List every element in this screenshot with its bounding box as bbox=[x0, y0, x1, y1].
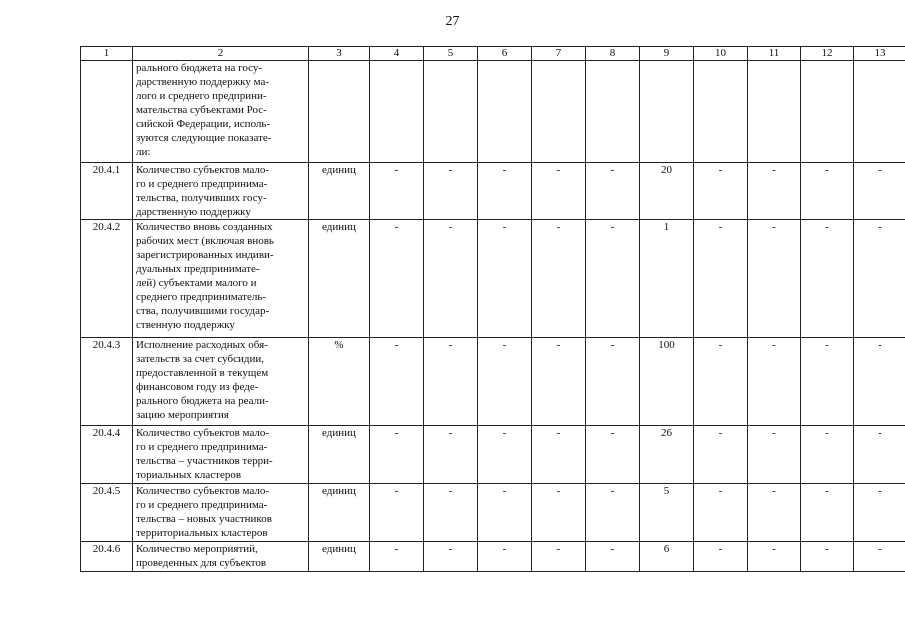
value-cell bbox=[640, 61, 694, 163]
indicator-name: рального бюджета на госу- дарственную поддержку ма- лого и среднего предприни- мательства субъектами Рос- сийской Федерации, исполь- зуются следующие показате- ли: bbox=[133, 61, 309, 163]
value-cell: - bbox=[801, 484, 854, 542]
column-header: 9 bbox=[640, 47, 694, 61]
row-code: 20.4.6 bbox=[81, 542, 133, 572]
value-cell: 100 bbox=[640, 338, 694, 426]
value-cell: 20 bbox=[640, 163, 694, 220]
unit-of-measure: % bbox=[309, 338, 370, 426]
value-cell: - bbox=[478, 163, 532, 220]
value-cell: - bbox=[370, 163, 424, 220]
value-cell: - bbox=[586, 338, 640, 426]
value-cell: - bbox=[694, 542, 748, 572]
value-cell bbox=[532, 61, 586, 163]
indicator-table bbox=[80, 46, 905, 572]
value-cell: - bbox=[801, 426, 854, 484]
value-cell: - bbox=[478, 338, 532, 426]
column-header: 5 bbox=[424, 47, 478, 61]
value-cell: - bbox=[801, 163, 854, 220]
value-cell bbox=[694, 61, 748, 163]
value-cell: - bbox=[370, 220, 424, 338]
column-header: 10 bbox=[694, 47, 748, 61]
value-cell: - bbox=[532, 484, 586, 542]
value-cell: - bbox=[694, 484, 748, 542]
column-header: 13 bbox=[854, 47, 905, 61]
value-cell: - bbox=[854, 220, 905, 338]
value-cell: - bbox=[801, 220, 854, 338]
unit-of-measure bbox=[309, 61, 370, 163]
indicator-name: Исполнение расходных обя- зательств за счет субсидии, предоставленной в текущем финансовом году из феде- рального бюджета на реали- зацию мероприятия bbox=[133, 338, 309, 426]
indicator-name: Количество вновь созданных рабочих мест (включая вновь зарегистрированных индиви- дуальных предпринимате- лей) субъектами малого и среднего предприниматель- ства, получившими государ- ственную поддержку bbox=[133, 220, 309, 338]
column-header: 11 bbox=[748, 47, 801, 61]
value-cell: - bbox=[586, 220, 640, 338]
value-cell: - bbox=[532, 542, 586, 572]
value-cell: 26 bbox=[640, 426, 694, 484]
unit-of-measure: единиц bbox=[309, 163, 370, 220]
value-cell: - bbox=[748, 338, 801, 426]
table-row bbox=[81, 484, 905, 542]
value-cell bbox=[370, 61, 424, 163]
value-cell: - bbox=[694, 338, 748, 426]
value-cell: - bbox=[586, 426, 640, 484]
value-cell: - bbox=[854, 484, 905, 542]
value-cell: - bbox=[748, 163, 801, 220]
value-cell: - bbox=[424, 163, 478, 220]
row-code: 20.4.2 bbox=[81, 220, 133, 338]
table-row bbox=[81, 338, 905, 426]
value-cell bbox=[478, 61, 532, 163]
value-cell: - bbox=[748, 484, 801, 542]
row-code: 20.4.4 bbox=[81, 426, 133, 484]
page-number: 27 bbox=[445, 14, 460, 29]
table-row bbox=[81, 542, 905, 572]
value-cell: 6 bbox=[640, 542, 694, 572]
column-header: 8 bbox=[586, 47, 640, 61]
value-cell bbox=[854, 61, 905, 163]
row-code bbox=[81, 61, 133, 163]
column-header: 12 bbox=[801, 47, 854, 61]
value-cell: 1 bbox=[640, 220, 694, 338]
value-cell: - bbox=[424, 426, 478, 484]
value-cell: - bbox=[748, 426, 801, 484]
value-cell: - bbox=[801, 338, 854, 426]
unit-of-measure: единиц bbox=[309, 220, 370, 338]
value-cell: - bbox=[532, 338, 586, 426]
column-header: 4 bbox=[370, 47, 424, 61]
value-cell: - bbox=[424, 220, 478, 338]
value-cell: - bbox=[478, 484, 532, 542]
value-cell: - bbox=[478, 220, 532, 338]
column-header: 6 bbox=[478, 47, 532, 61]
row-code: 20.4.1 bbox=[81, 163, 133, 220]
value-cell: - bbox=[478, 426, 532, 484]
value-cell: - bbox=[424, 542, 478, 572]
value-cell: - bbox=[532, 426, 586, 484]
value-cell: - bbox=[748, 220, 801, 338]
table-row bbox=[81, 220, 905, 338]
value-cell: - bbox=[532, 163, 586, 220]
value-cell: - bbox=[854, 426, 905, 484]
indicator-name: Количество мероприятий, проведенных для субъектов bbox=[133, 542, 309, 572]
unit-of-measure: единиц bbox=[309, 426, 370, 484]
value-cell: - bbox=[586, 484, 640, 542]
value-cell: - bbox=[586, 163, 640, 220]
value-cell: - bbox=[370, 338, 424, 426]
value-cell: - bbox=[424, 338, 478, 426]
value-cell: - bbox=[370, 426, 424, 484]
column-header: 7 bbox=[532, 47, 586, 61]
value-cell: - bbox=[854, 338, 905, 426]
value-cell bbox=[586, 61, 640, 163]
value-cell: - bbox=[586, 542, 640, 572]
column-header: 2 bbox=[133, 47, 309, 61]
value-cell: - bbox=[854, 163, 905, 220]
value-cell: - bbox=[532, 220, 586, 338]
value-cell bbox=[748, 61, 801, 163]
value-cell: - bbox=[801, 542, 854, 572]
value-cell: - bbox=[694, 220, 748, 338]
value-cell bbox=[424, 61, 478, 163]
value-cell: - bbox=[370, 484, 424, 542]
value-cell: - bbox=[694, 426, 748, 484]
value-cell: - bbox=[424, 484, 478, 542]
column-header: 3 bbox=[309, 47, 370, 61]
table-row bbox=[81, 426, 905, 484]
indicator-name: Количество субъектов мало- го и среднего предпринима- тельства – участников терри- ториальных кластеров bbox=[133, 426, 309, 484]
column-header: 1 bbox=[81, 47, 133, 61]
value-cell: 5 bbox=[640, 484, 694, 542]
table-row bbox=[81, 163, 905, 220]
table-row bbox=[81, 61, 905, 163]
unit-of-measure: единиц bbox=[309, 542, 370, 572]
indicator-name: Количество субъектов мало- го и среднего предпринима- тельства – новых участников территориальных кластеров bbox=[133, 484, 309, 542]
row-code: 20.4.5 bbox=[81, 484, 133, 542]
row-code: 20.4.3 bbox=[81, 338, 133, 426]
value-cell: - bbox=[478, 542, 532, 572]
value-cell: - bbox=[748, 542, 801, 572]
indicator-name: Количество субъектов мало- го и среднего предпринима- тельства, получивших госу- дарственную поддержку bbox=[133, 163, 309, 220]
value-cell: - bbox=[694, 163, 748, 220]
column-number-row bbox=[81, 47, 905, 61]
value-cell: - bbox=[370, 542, 424, 572]
value-cell bbox=[801, 61, 854, 163]
unit-of-measure: единиц bbox=[309, 484, 370, 542]
value-cell: - bbox=[854, 542, 905, 572]
